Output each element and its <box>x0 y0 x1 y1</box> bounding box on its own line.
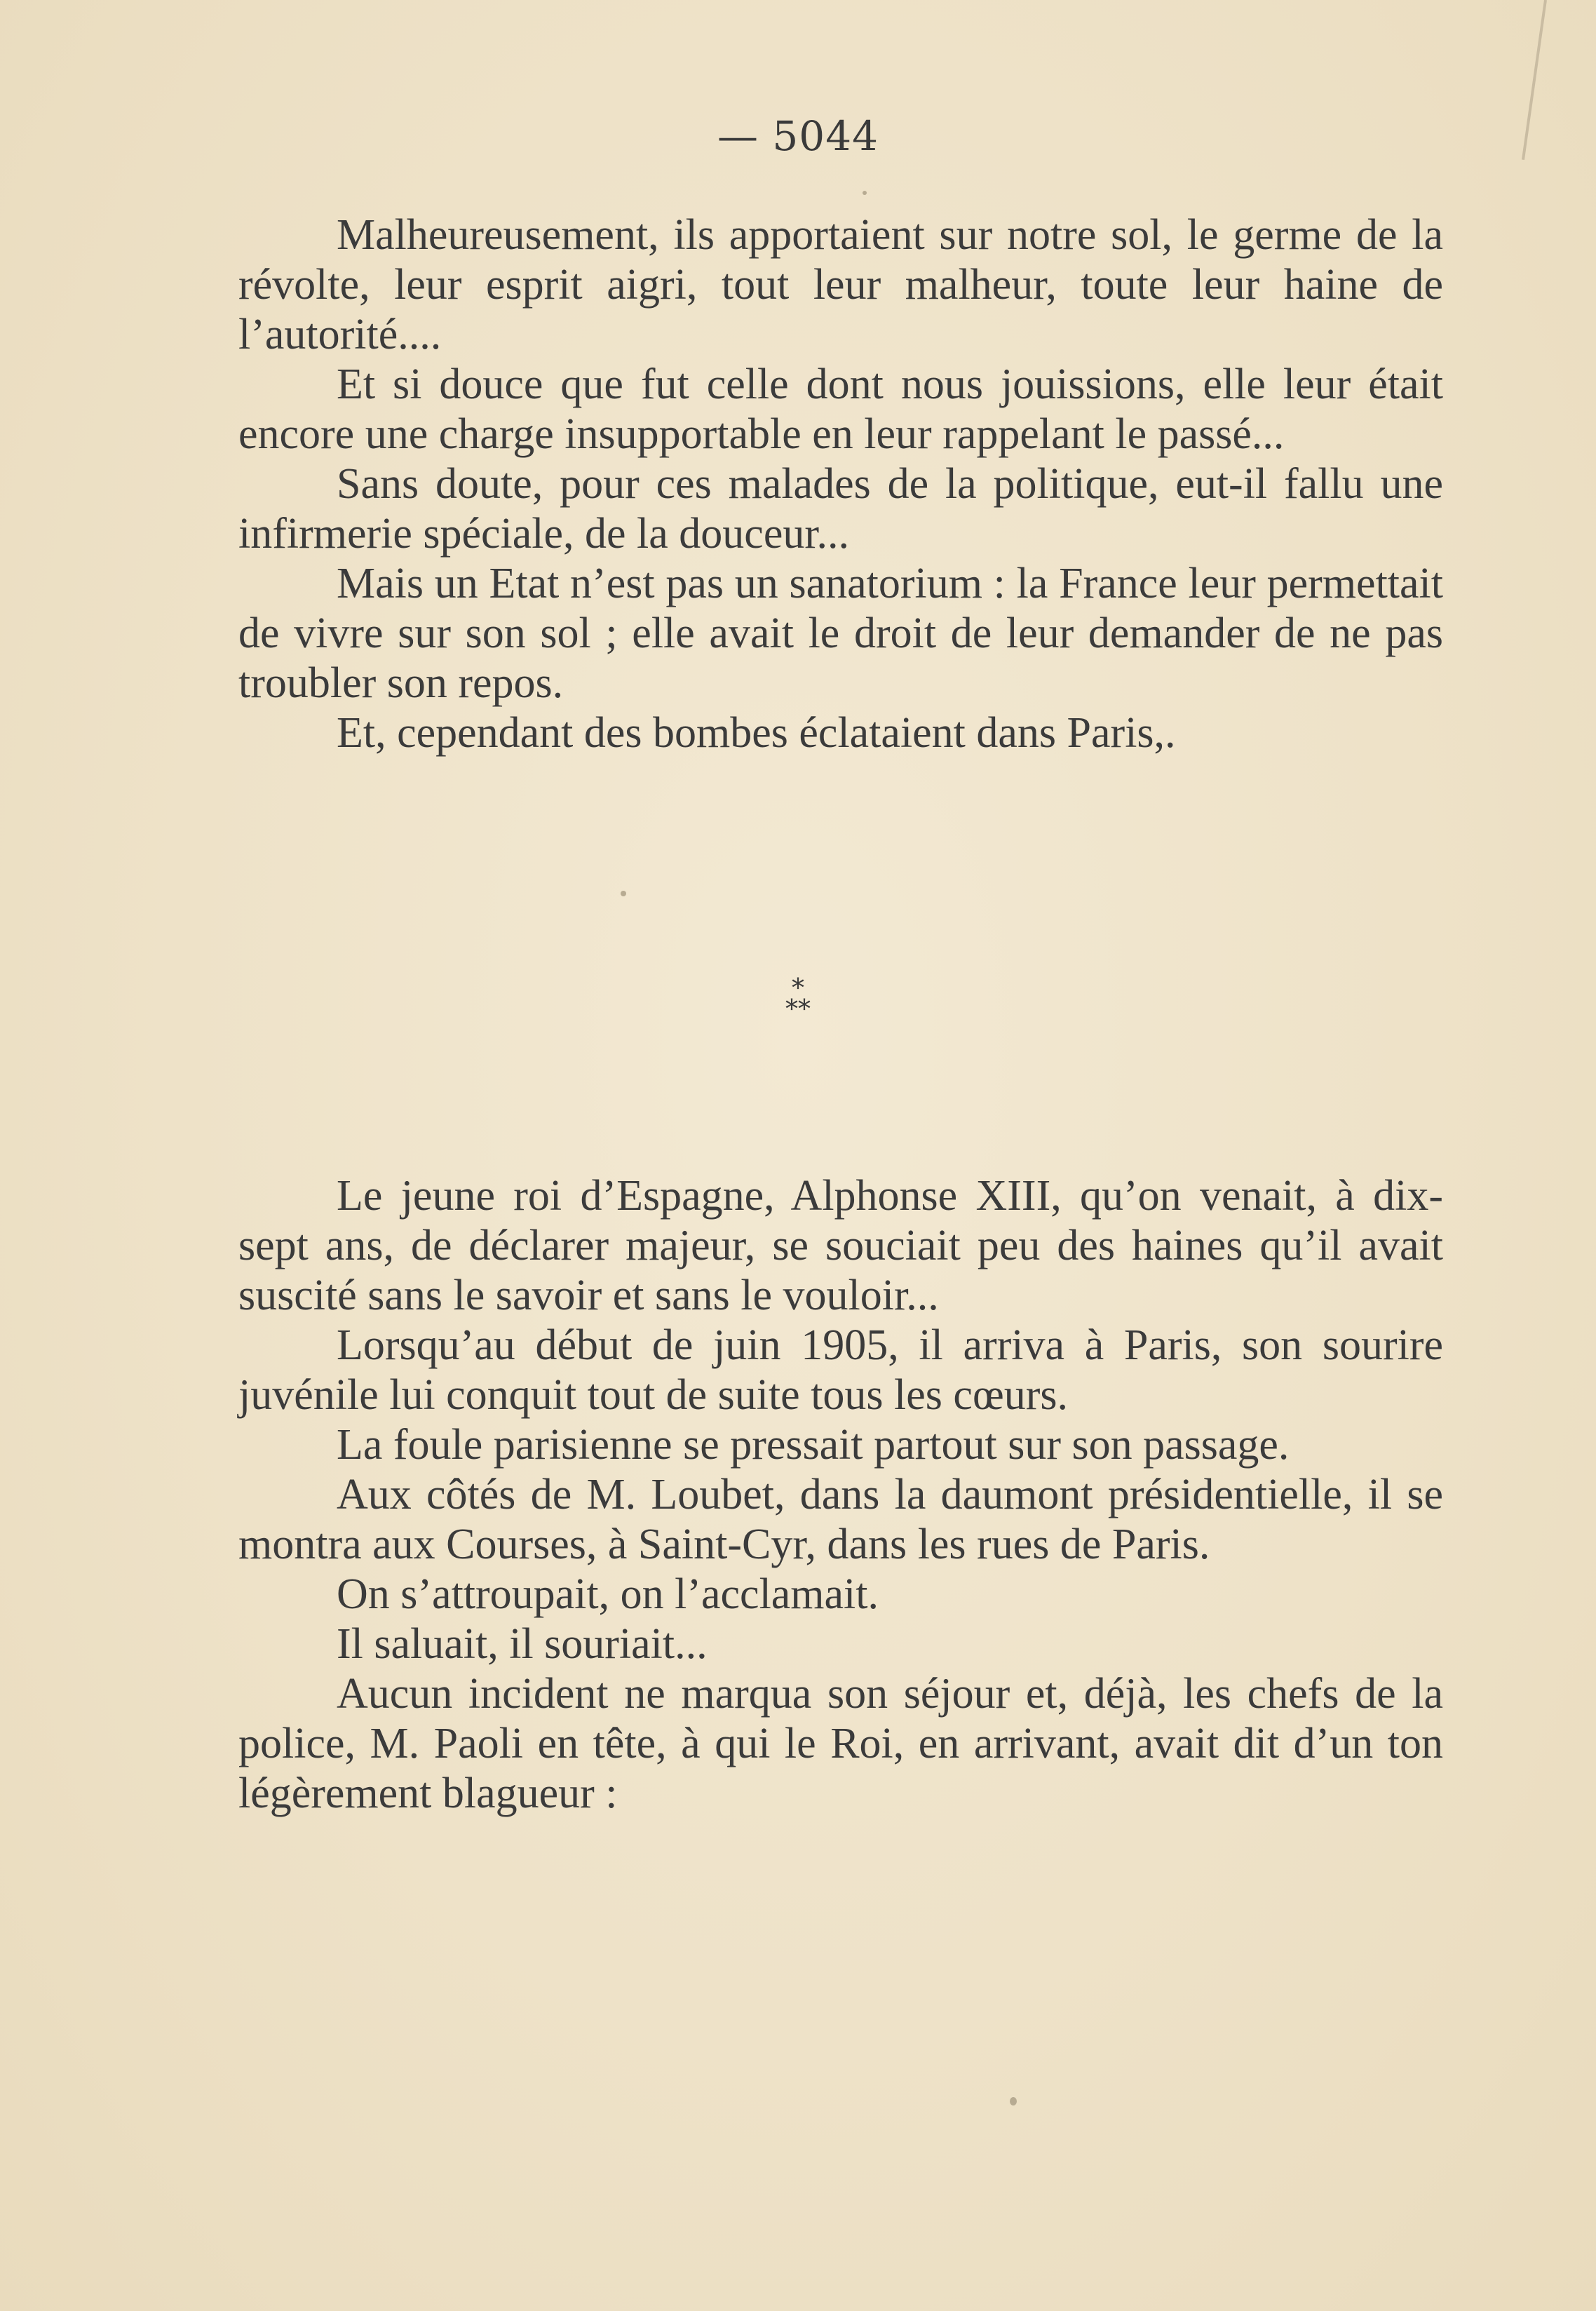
paragraph: Malheureusement, ils apportaient sur notre sol, le germe de la révolte, leur esprit aigri, tout leur malheur, toute leur haine de l’autorité.... <box>238 211 1443 358</box>
paragraph: Le jeune roi d’Espagne, Alphonse XIII, qu’on venait, à dix-sept ans, de déclarer majeur, se souciait peu des haines qu’il avait suscité sans le savoir et sans le vouloir... <box>238 1172 1443 1319</box>
paragraph: Lorsqu’au début de juin 1905, il arriva à Paris, son sourire juvénile lui conquit tout de suite tous les cœurs. <box>238 1321 1443 1419</box>
section-separator <box>0 974 1596 1024</box>
text-section-two <box>238 1171 1443 1819</box>
paper-speck <box>1010 2097 1017 2105</box>
paragraph: Mais un Etat n’est pas un sanatorium : la France leur permettait de vivre sur son sol ; elle avait le droit de leur demander de ne pas troubler son repos. <box>238 560 1443 707</box>
paper-speck <box>863 191 867 195</box>
page-number: — 5044 <box>717 112 879 160</box>
paragraph: Et, cependant des bombes éclataient dans Paris,. <box>337 709 1176 757</box>
paragraph: Aux côtés de M. Loubet, dans la daumont présidentielle, il se montra aux Courses, à Saint-Cyr, dans les rues de Paris. <box>238 1471 1443 1568</box>
paragraph: Il saluait, il souriait... <box>337 1620 708 1668</box>
paragraph: La foule parisienne se pressait partout sur son passage. <box>337 1421 1290 1469</box>
paragraph: Sans doute, pour ces malades de la politique, eut-il fallu une infirmerie spéciale, de la douceur... <box>238 460 1443 558</box>
paper-speck <box>621 891 626 896</box>
paragraph: On s’attroupait, on l’acclamait. <box>337 1570 879 1618</box>
text-section-one <box>238 210 1443 758</box>
asterism-top: * <box>792 974 804 1003</box>
asterism-bottom: ** <box>785 995 811 1024</box>
paragraph: Aucun incident ne marqua son séjour et, déjà, les chefs de la police, M. Paoli en tête, à qui le Roi, en arrivant, avait dit d’un ton légèrement blagueur : <box>238 1670 1443 1817</box>
paragraph: Et si douce que fut celle dont nous jouissions, elle leur était encore une charge insupportable en leur rappelant le passé... <box>238 361 1443 458</box>
